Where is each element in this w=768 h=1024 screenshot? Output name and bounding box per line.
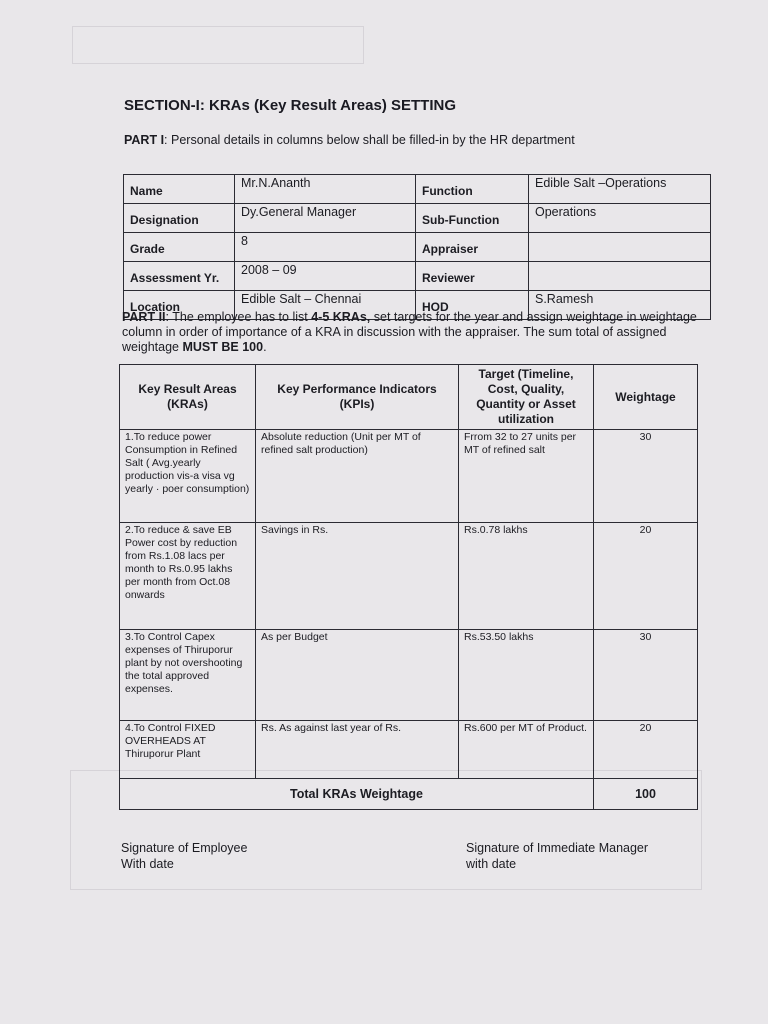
target-cell: Rs.53.50 lakhs <box>459 630 594 721</box>
table-row <box>120 523 698 630</box>
manager-signature-date: with date <box>466 857 517 871</box>
kra-header-row <box>120 365 698 430</box>
table-row <box>120 721 698 779</box>
reviewer-value <box>529 262 711 291</box>
appraiser-value <box>529 233 711 262</box>
kra-cell: 3.To Control Capex expenses of Thiruporur plant by not overshooting the total approved expenses. <box>120 630 256 721</box>
name-label: Name <box>124 175 235 204</box>
kra-cell: 4.To Control FIXED OVERHEADS AT Thiruporur Plant <box>120 721 256 779</box>
grade-value: 8 <box>235 233 416 262</box>
manager-signature-label: Signature of Immediate Manager <box>466 841 649 855</box>
kra-table <box>119 364 698 810</box>
part2-instruction <box>122 310 712 355</box>
function-label: Function <box>416 175 529 204</box>
target-header: Target (Timeline, Cost, Quality, Quantity or Asset utilization <box>459 365 594 430</box>
kra-cell: 1.To reduce power Consumption in Refined Salt ( Avg.yearly production vis-a visa vg yearly · poer consumption) <box>120 430 256 523</box>
kpi-cell: Rs. As against last year of Rs. <box>256 721 459 779</box>
part1-instruction <box>124 133 575 147</box>
hod-value: S.Ramesh <box>529 291 711 320</box>
designation-label: Designation <box>124 204 235 233</box>
section-title: SECTION-I: KRAs (Key Result Areas) SETTING <box>124 97 456 114</box>
location-label: Location <box>124 291 235 320</box>
kra-cell: 2.To reduce & save EB Power cost by reduction from Rs.1.08 lacs per month to Rs.0.95 lakhs per month from Oct.08 onwards <box>120 523 256 630</box>
part2-text: : The employee has to list <box>165 310 312 324</box>
subfunction-value: Operations <box>529 204 711 233</box>
table-row <box>124 175 711 204</box>
table-row <box>120 430 698 523</box>
part1-label: PART I <box>124 133 165 147</box>
kpi-cell: As per Budget <box>256 630 459 721</box>
hod-label: HOD <box>416 291 529 320</box>
employee-signature-block <box>121 840 247 872</box>
part2-emphasis: 4-5 KRAs, <box>311 310 371 324</box>
location-value: Edible Salt – Chennai <box>235 291 416 320</box>
weightage-cell: 20 <box>594 721 698 779</box>
weightage-cell: 30 <box>594 430 698 523</box>
part2-text: set targets for the year and assign weightage in weightage column in order of importance of a KRA in discussion with the appraiser. The sum total of assigned weightage <box>122 310 697 354</box>
part2-text: . <box>263 340 267 354</box>
part2-emphasis: MUST BE 100 <box>182 340 264 354</box>
kpi-header: Key Performance Indicators (KPIs) <box>256 365 459 430</box>
name-value: Mr.N.Ananth <box>235 175 416 204</box>
kpi-cell: Savings in Rs. <box>256 523 459 630</box>
target-cell: Rs.0.78 lakhs <box>459 523 594 630</box>
weightage-cell: 30 <box>594 630 698 721</box>
designation-value: Dy.General Manager <box>235 204 416 233</box>
grade-label: Grade <box>124 233 235 262</box>
manager-signature-block <box>466 840 648 872</box>
personal-details-table <box>123 174 711 320</box>
subfunction-label: Sub-Function <box>416 204 529 233</box>
assessment-label: Assessment Yr. <box>124 262 235 291</box>
target-cell: Frrom 32 to 27 units per MT of refined salt <box>459 430 594 523</box>
weightage-header: Weightage <box>594 365 698 430</box>
total-value: 100 <box>594 779 698 810</box>
kpi-cell: Absolute reduction (Unit per MT of refined salt production) <box>256 430 459 523</box>
weightage-cell: 20 <box>594 523 698 630</box>
target-cell: Rs.600 per MT of Product. <box>459 721 594 779</box>
total-row <box>120 779 698 810</box>
kra-header: Key Result Areas (KRAs) <box>120 365 256 430</box>
total-label: Total KRAs Weightage <box>120 779 594 810</box>
table-row <box>124 262 711 291</box>
bleed-through-box <box>72 26 364 64</box>
employee-signature-date: With date <box>121 857 174 871</box>
part1-text: : Personal details in columns below shall be filled-in by the HR department <box>164 133 575 147</box>
function-value: Edible Salt –Operations <box>529 175 711 204</box>
table-row <box>124 233 711 262</box>
table-row <box>120 630 698 721</box>
part2-label: PART II <box>122 310 166 324</box>
appraiser-label: Appraiser <box>416 233 529 262</box>
table-row <box>124 204 711 233</box>
assessment-value: 2008 – 09 <box>235 262 416 291</box>
employee-signature-label: Signature of Employee <box>121 841 248 855</box>
reviewer-label: Reviewer <box>416 262 529 291</box>
